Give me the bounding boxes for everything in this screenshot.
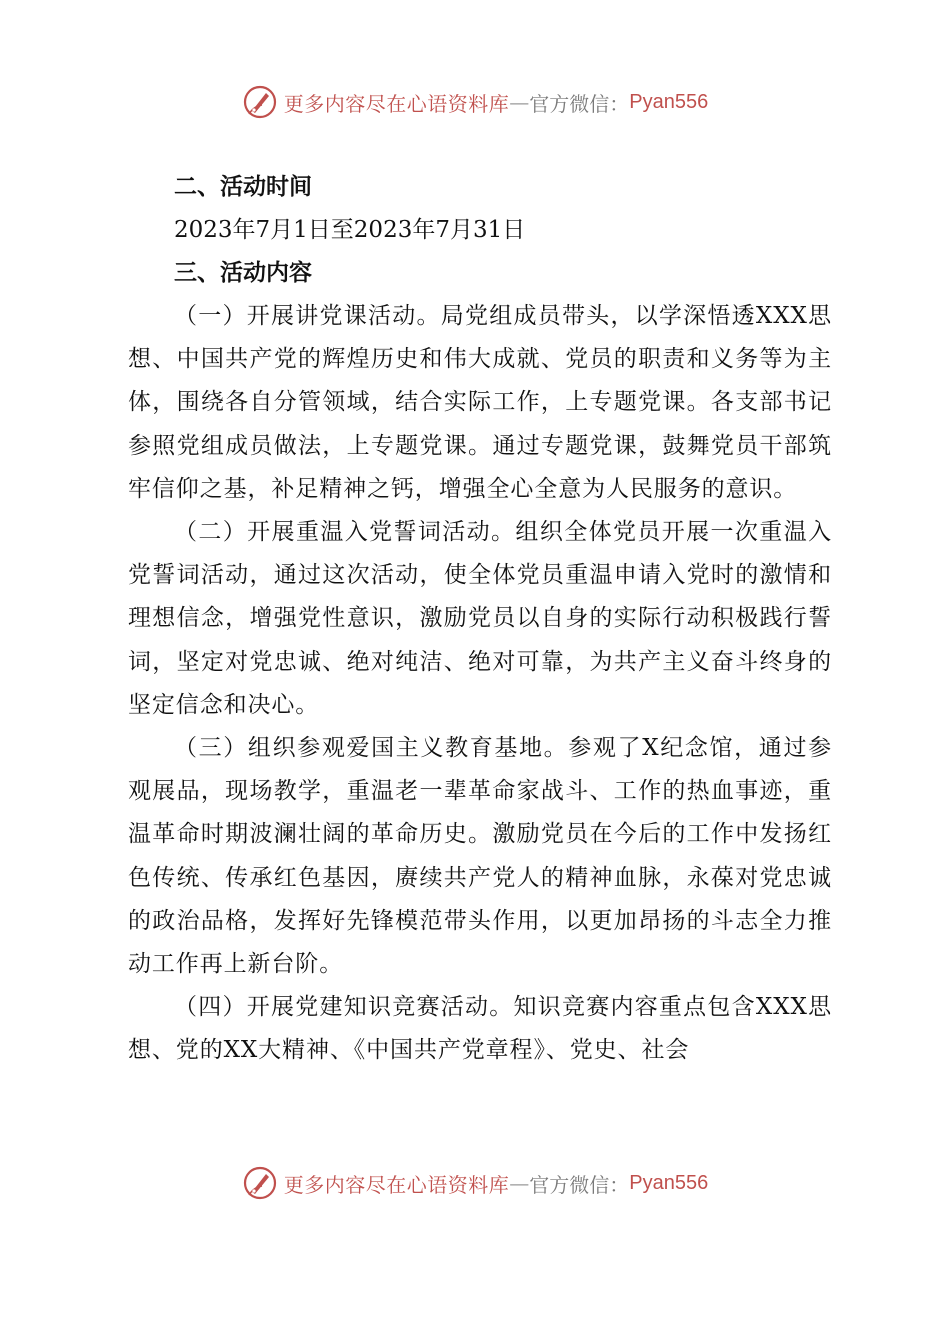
watermark-wechat-id: Pyan556 xyxy=(629,90,709,113)
activity-date-range: 2023年7月1日至2023年7月31日 xyxy=(174,217,526,243)
section-heading-schedule: 二、活动时间 xyxy=(174,174,312,200)
paragraph-party-lecture: （一）开展讲党课活动。局党组成员带头，以学深悟透XXX思想、中国共产党的辉煌历史和伟大成就、党员的职责和义务等为主体，围绕各自分管领域，结合实际工作，上专题党课。各支部书记参照党组成员做法，上专题党课。通过专题党课，鼓舞党员干部筑牢信仰之基，补足精神之钙，增强全心全意为人民服务的意识。 xyxy=(128,303,832,502)
watermark-site-text: 更多内容尽在心语资料库 xyxy=(283,1172,510,1197)
watermark-wechat-label: 官方微信： xyxy=(529,1172,630,1197)
quill-pen-logo-icon xyxy=(242,84,278,120)
footer-watermark xyxy=(0,1163,950,1203)
paragraph-oath-review: （二）开展重温入党誓词活动。组织全体党员开展一次重温入党誓词活动，通过这次活动，使全体党员重温申请入党时的激情和理想信念，增强党性意识，激励党员以自身的实际行动积极践行誓词，坚定对党忠诚、绝对纯洁、绝对可靠，为共产主义奋斗终身的坚定信念和决心。 xyxy=(128,519,832,718)
watermark-site-text: 更多内容尽在心语资料库 xyxy=(283,91,510,116)
paragraph-knowledge-contest: （四）开展党建知识竞赛活动。知识竞赛内容重点包含XXX思想、党的XX大精神、《中国共产党章程》、党史、社会 xyxy=(128,994,832,1064)
watermark-wechat-label: 官方微信： xyxy=(529,91,630,116)
watermark-separator: — xyxy=(509,90,530,114)
section-heading-content: 三、活动内容 xyxy=(174,260,312,286)
header-watermark xyxy=(0,82,950,122)
watermark-separator: — xyxy=(509,1171,530,1195)
document-body xyxy=(128,166,832,1073)
paragraph-patriotic-base-visit: （三）组织参观爱国主义教育基地。参观了X纪念馆，通过参观展品，现场教学，重温老一辈革命家战斗、工作的热血事迹，重温革命时期波澜壮阔的革命历史。激励党员在今后的工作中发扬红色传统、传承红色基因，赓续共产党人的精神血脉，永葆对党忠诚的政治品格，发挥好先锋模范带头作用，以更加昂扬的斗志全力推动工作再上新台阶。 xyxy=(128,735,832,978)
quill-pen-logo-icon xyxy=(242,1165,278,1201)
watermark-wechat-id: Pyan556 xyxy=(629,1171,709,1194)
